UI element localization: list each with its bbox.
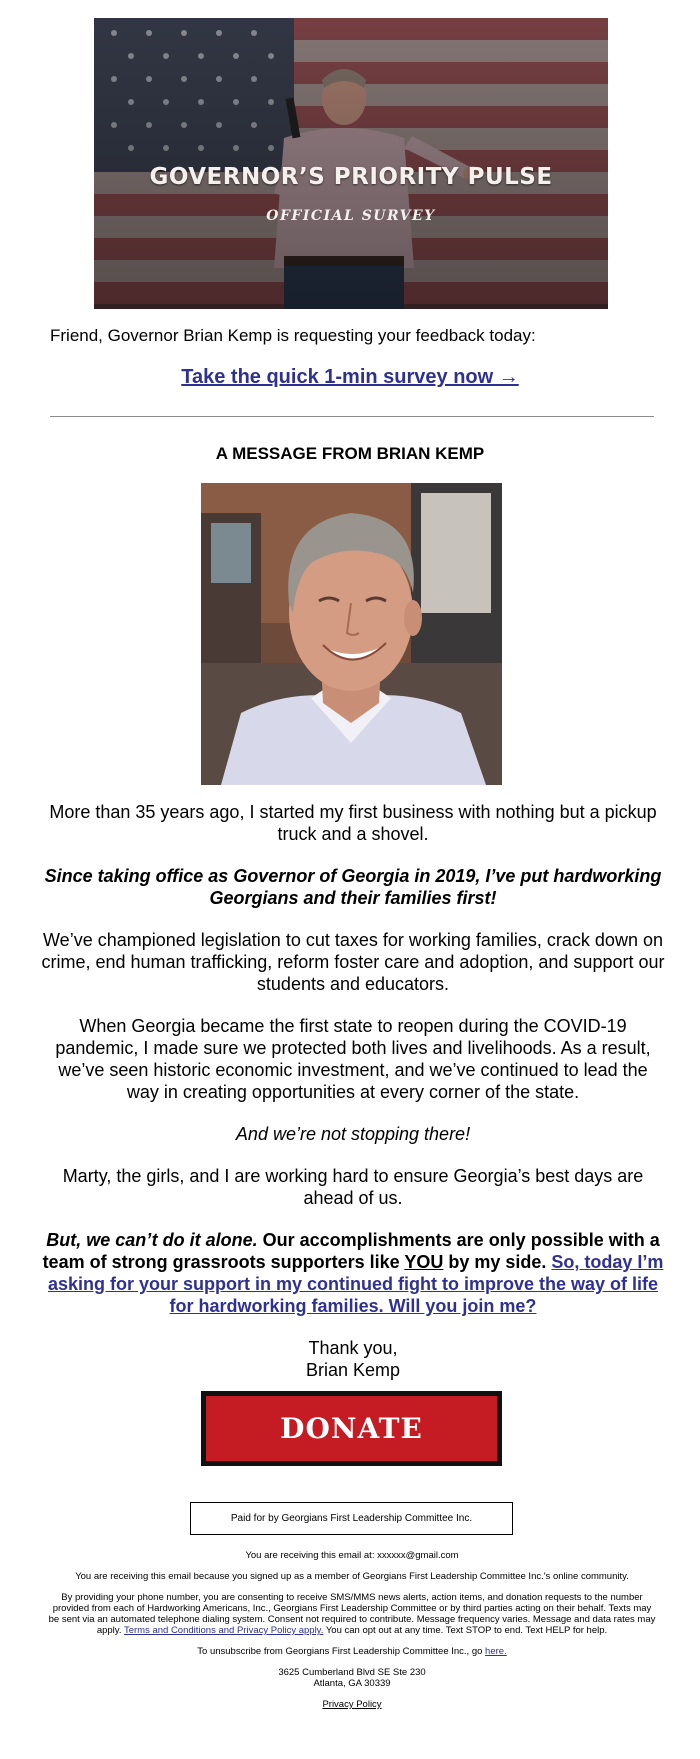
- receiving-prefix: You are receiving this email at:: [245, 1550, 378, 1561]
- privacy-policy-link[interactable]: Privacy Policy: [322, 1699, 382, 1710]
- terms-link[interactable]: Terms and Conditions and Privacy Policy apply.: [123, 1625, 324, 1636]
- portrait-image: [201, 483, 502, 785]
- sms-consent: [48, 1592, 656, 1636]
- letter-paragraph: We’ve championed legislation to cut taxes for working families, crack down on crime, end human trafficking, reform foster care and adoption, and support our students and educators.: [41, 930, 665, 994]
- appeal-body-1: Our accomplishments are only possible with a team of strong grassroots supporters like: [42, 1230, 660, 1272]
- mailing-address: [48, 1667, 656, 1689]
- paid-for-disclaimer: Paid for by Georgians First Leadership Committee Inc.: [190, 1502, 513, 1535]
- receiving-email-line: [48, 1550, 656, 1561]
- unsubscribe-line: [48, 1646, 656, 1657]
- letter-paragraph-appeal: [40, 1229, 666, 1317]
- unsubscribe-link[interactable]: here.: [485, 1646, 507, 1657]
- sms-text-1: By providing your phone number, you are consenting to receive SMS/MMS news alerts, action items, and donation requests to the number provided from each of Hardworking Americans, Inc., Georgians First Leadership Committee or by third parties acting on their behalf. Texts may be sent via an automated telephone dialing system. Consent not required to contribute. Message frequency varies. Message and data rates may apply.: [48, 1592, 656, 1636]
- hero-subtitle: OFFICIAL SURVEY: [266, 208, 436, 224]
- survey-link-container: [0, 366, 700, 389]
- hero-banner[interactable]: [94, 18, 608, 309]
- footer: [48, 1550, 656, 1720]
- address-line-2: Atlanta, GA 30339: [313, 1678, 391, 1689]
- signoff-name: Brian Kemp: [305, 1360, 401, 1380]
- letter-body: [40, 801, 666, 1381]
- letter-paragraph: When Georgia became the first state to reopen during the COVID-19 pandemic, I made sure we protected both lives and livelihoods. As a result, we’ve seen historic economic investment, and we’ve continued to lead the way in creating opportunities at every corner of the state.: [55, 1016, 651, 1102]
- sms-text-2: You can opt out at any time. Text STOP to end. Text HELP for help.: [323, 1625, 608, 1636]
- privacy-line: [48, 1699, 656, 1710]
- portrait-photo: [201, 483, 502, 785]
- hero-title: GOVERNOR’S PRIORITY PULSE: [149, 164, 553, 190]
- appeal-body-2: by my side.: [443, 1252, 552, 1272]
- join-me-link[interactable]: So, today I’m asking for your support in my continued fight to improve the way of life for hardworking families. Will you join me?: [47, 1252, 664, 1316]
- letter-paragraph-italic: And we’re not stopping there!: [235, 1124, 471, 1144]
- signoff: [40, 1337, 666, 1381]
- signed-up-notice: You are receiving this email because you signed up as a member of Georgians First Leadership Committee Inc.'s online community.: [75, 1571, 629, 1582]
- donate-button[interactable]: DONATE: [201, 1391, 502, 1466]
- survey-link[interactable]: Take the quick 1-min survey now →: [181, 366, 519, 388]
- letter-paragraph-emphasis: Since taking office as Governor of Georgia in 2019, I’ve put hardworking Georgians and their families first!: [44, 866, 662, 908]
- unsubscribe-prefix: To unsubscribe from Georgians First Leadership Committee Inc., go: [197, 1646, 486, 1657]
- appeal-lead: But, we can’t do it alone.: [46, 1230, 258, 1250]
- letter-paragraph: More than 35 years ago, I started my first business with nothing but a pickup truck and a shovel.: [49, 802, 657, 844]
- intro-text: Friend, Governor Brian Kemp is requesting your feedback today:: [50, 326, 536, 345]
- address-line-1: 3625 Cumberland Blvd SE Ste 230: [278, 1667, 426, 1678]
- receiving-email: xxxxxx@gmail.com: [377, 1550, 459, 1561]
- letter-paragraph: Marty, the girls, and I are working hard to ensure Georgia’s best days are ahead of us.: [62, 1166, 644, 1208]
- signoff-line: Thank you,: [308, 1338, 398, 1358]
- appeal-you: YOU: [404, 1252, 444, 1272]
- divider: [50, 416, 654, 417]
- message-heading: A MESSAGE FROM BRIAN KEMP: [215, 444, 485, 463]
